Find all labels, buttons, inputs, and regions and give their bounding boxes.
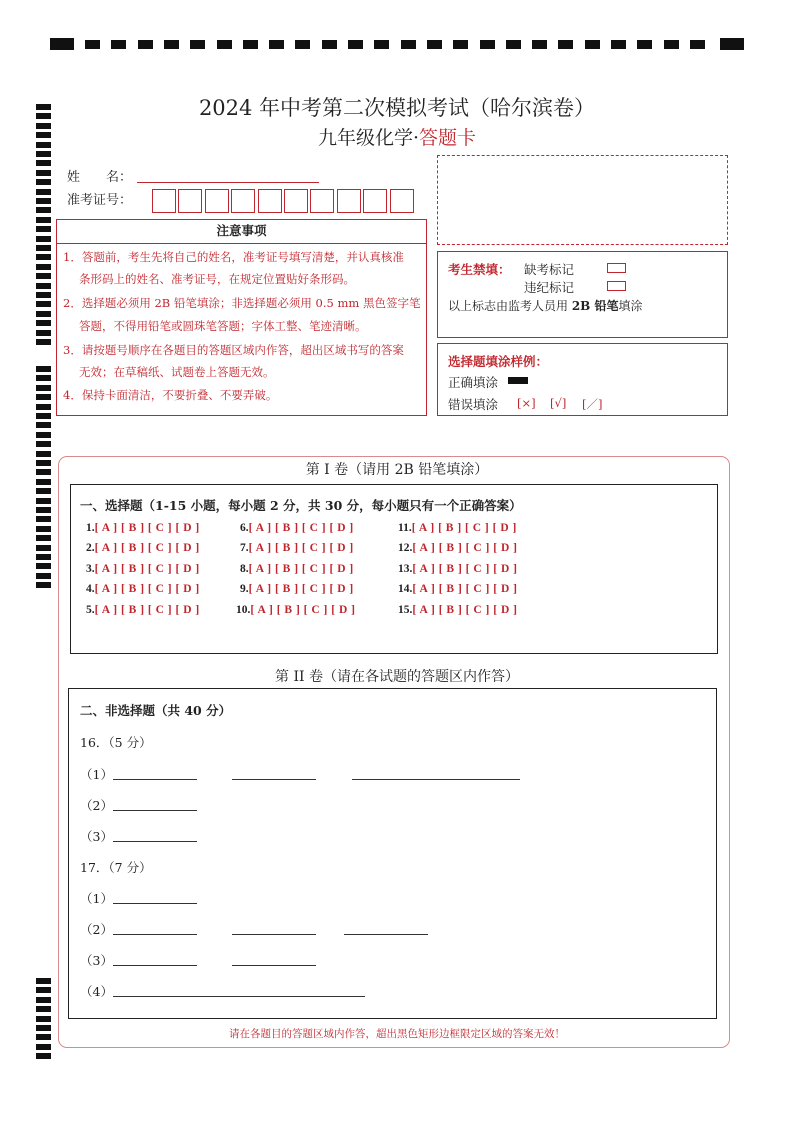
timing-mark xyxy=(374,40,389,49)
choice-question-8[interactable] xyxy=(240,563,354,575)
answer-options[interactable]: [ A ] [ B ] [ C ] [ D ] xyxy=(412,604,518,616)
timing-mark xyxy=(85,40,100,49)
timing-mark xyxy=(664,40,679,49)
exam-id-digit-box[interactable] xyxy=(284,189,308,213)
timing-mark xyxy=(36,441,51,447)
timing-mark xyxy=(36,573,51,579)
question-number: 2. xyxy=(86,542,95,554)
exam-title: 2024 年中考第二次模拟考试（哈尔滨卷） xyxy=(198,96,596,120)
timing-mark xyxy=(36,375,51,381)
answer-sheet-label: 答题卡 xyxy=(419,127,477,149)
timing-mark xyxy=(36,997,51,1003)
timing-mark xyxy=(190,40,205,49)
correct-fill-mark xyxy=(508,377,528,384)
timing-mark xyxy=(36,545,51,551)
forbidden-note: 以上标志由监考人员用 2B 铅笔填涂 xyxy=(448,299,643,313)
choice-question-11[interactable] xyxy=(398,522,517,534)
absent-mark-box[interactable] xyxy=(607,263,626,273)
timing-mark xyxy=(36,245,51,251)
timing-mark xyxy=(36,160,51,166)
timing-mark xyxy=(611,40,626,49)
exam-id-digit-box[interactable] xyxy=(310,189,334,213)
answer-options[interactable]: [ A ] [ B ] [ C ] [ D ] xyxy=(94,522,200,534)
answer-options[interactable]: [ A ] [ B ] [ C ] [ D ] xyxy=(412,563,518,575)
answer-options[interactable]: [ A ] [ B ] [ C ] [ D ] xyxy=(94,542,200,554)
wrong-mark-check: [√] xyxy=(550,396,567,410)
timing-mark xyxy=(36,413,51,419)
choice-question-2[interactable] xyxy=(86,542,200,554)
timing-mark xyxy=(720,38,744,50)
timing-mark xyxy=(480,40,495,49)
timing-mark xyxy=(36,339,51,345)
forbidden-title: 考生禁填： xyxy=(448,262,511,277)
q17-4-blank[interactable] xyxy=(113,996,365,997)
choice-question-6[interactable] xyxy=(240,522,354,534)
q17-sub4-label: （4） xyxy=(80,984,113,999)
q17-sub2-label: （2） xyxy=(80,922,113,937)
question-number: 12. xyxy=(398,542,413,554)
q17-2-blank-c[interactable] xyxy=(344,934,428,935)
notice-line-5: 3．请按题号顺序在各题目的答题区域内作答，超出区域书写的答案 xyxy=(63,343,404,357)
timing-mark xyxy=(532,40,547,49)
exam-id-digit-box[interactable] xyxy=(152,189,176,213)
timing-mark xyxy=(36,366,51,372)
notice-line-2: 条形码上的姓名、准考证号，在规定位置贴好条形码。 xyxy=(79,272,355,286)
answer-options[interactable]: [ A ] [ B ] [ C ] [ D ] xyxy=(411,522,517,534)
wrong-mark-slash: [／] xyxy=(582,397,603,411)
q17-sub3-label: （3） xyxy=(80,953,113,968)
timing-mark xyxy=(453,40,468,49)
timing-mark xyxy=(295,40,310,49)
timing-mark xyxy=(36,320,51,326)
answer-options[interactable]: [ A ] [ B ] [ C ] [ D ] xyxy=(412,542,518,554)
timing-mark xyxy=(36,526,51,532)
choice-question-13[interactable] xyxy=(398,563,517,575)
timing-mark xyxy=(36,987,51,993)
answer-options[interactable]: [ A ] [ B ] [ C ] [ D ] xyxy=(248,522,354,534)
q16-1-blank-a[interactable] xyxy=(113,779,197,780)
absent-label: 缺考标记 xyxy=(524,262,575,277)
timing-mark xyxy=(36,311,51,317)
exam-id-digit-box[interactable] xyxy=(258,189,282,213)
violation-mark-box[interactable] xyxy=(607,281,626,291)
timing-mark xyxy=(36,1016,51,1022)
choice-question-15[interactable] xyxy=(398,604,517,616)
q16-sub2-label: （2） xyxy=(80,798,113,813)
timing-mark xyxy=(36,179,51,185)
exam-id-digit-box[interactable] xyxy=(337,189,361,213)
q16-3-blank[interactable] xyxy=(113,841,197,842)
answer-options[interactable]: [ A ] [ B ] [ C ] [ D ] xyxy=(94,604,200,616)
timing-mark xyxy=(269,40,284,49)
question-number: 14. xyxy=(398,583,413,595)
q17-1-blank[interactable] xyxy=(113,903,197,904)
timing-mark xyxy=(36,1006,51,1012)
timing-mark xyxy=(506,40,521,49)
timing-mark xyxy=(36,207,51,213)
timing-mark xyxy=(36,422,51,428)
timing-mark xyxy=(585,40,600,49)
timing-mark xyxy=(36,292,51,298)
question-number: 7. xyxy=(240,542,249,554)
exam-id-digit-box[interactable] xyxy=(363,189,387,213)
timing-mark xyxy=(690,40,705,49)
timing-mark xyxy=(50,38,74,50)
choice-question-4[interactable] xyxy=(86,583,200,595)
timing-mark xyxy=(401,40,416,49)
q17-2-blank-b[interactable] xyxy=(232,934,316,935)
fill-sample-title: 选择题填涂样例： xyxy=(448,354,549,369)
timing-mark xyxy=(36,507,51,513)
exam-id-digit-box[interactable] xyxy=(231,189,255,213)
timing-mark xyxy=(36,170,51,176)
answer-options[interactable]: [ A ] [ B ] [ C ] [ D ] xyxy=(412,583,518,595)
answer-options[interactable]: [ A ] [ B ] [ C ] [ D ] xyxy=(94,583,200,595)
timing-mark xyxy=(36,404,51,410)
footer-warning: 请在各题目的答题区域内作答，超出黑色矩形边框限定区域的答案无效！ xyxy=(229,1028,565,1040)
part1-heading: 第 I 卷（请用 2B 铅笔填涂） xyxy=(305,462,489,478)
timing-mark xyxy=(36,554,51,560)
wrong-fill-label: 错误填涂 xyxy=(448,397,499,412)
q17-sub1-label: （1） xyxy=(80,891,113,906)
violation-label: 违纪标记 xyxy=(524,280,575,295)
timing-mark xyxy=(637,40,652,49)
timing-mark xyxy=(36,236,51,242)
question-number: 8. xyxy=(240,563,249,575)
notice-line-3: 2．选择题必须用 2B 铅笔填涂；非选择题必须用 0.5 mm 黑色签字笔 xyxy=(63,296,421,310)
timing-mark xyxy=(36,394,51,400)
timing-mark xyxy=(322,40,337,49)
timing-mark xyxy=(36,516,51,522)
timing-mark xyxy=(36,330,51,336)
choice-question-14[interactable] xyxy=(398,583,517,595)
timing-mark xyxy=(36,254,51,260)
timing-mark xyxy=(36,198,51,204)
question-number: 4. xyxy=(86,583,95,595)
nonchoice-section-title: 二、非选择题（共 40 分） xyxy=(80,703,232,718)
exam-id-digit-box[interactable] xyxy=(390,189,414,213)
q16-2-blank[interactable] xyxy=(113,810,197,811)
question-number: 5. xyxy=(86,604,95,616)
timing-mark xyxy=(36,498,51,504)
answer-options[interactable]: [ A ] [ B ] [ C ] [ D ] xyxy=(248,542,354,554)
choice-section-title: 一、选择题（1-15 小题，每小题 2 分，共 30 分，每小题只有一个正确答案） xyxy=(80,498,522,513)
question-number: 3. xyxy=(86,563,95,575)
q16-sub3-label: （3） xyxy=(80,829,113,844)
answer-options[interactable]: [ A ] [ B ] [ C ] [ D ] xyxy=(94,563,200,575)
exam-id-label: 准考证号： xyxy=(67,193,133,208)
notice-line-6: 无效；在草稿纸、试题卷上答题无效。 xyxy=(79,365,275,379)
choice-question-3[interactable] xyxy=(86,563,200,575)
question-number: 11. xyxy=(398,522,412,534)
question-number: 10. xyxy=(236,604,251,616)
timing-mark xyxy=(164,40,179,49)
timing-mark xyxy=(36,226,51,232)
timing-mark xyxy=(36,217,51,223)
timing-mark xyxy=(36,273,51,279)
exam-id-digit-box[interactable] xyxy=(178,189,202,213)
notice-line-1: 1．答题前，考生先将自己的姓名，准考证号填写清楚，并认真核准 xyxy=(63,250,404,264)
nonchoice-section-box xyxy=(68,688,717,1019)
q17-2-blank-a[interactable] xyxy=(113,934,197,935)
q17-3-blank-a[interactable] xyxy=(113,965,197,966)
exam-subtitle xyxy=(0,123,794,150)
part2-heading: 第 II 卷（请在各试题的答题区内作答） xyxy=(275,669,519,685)
timing-mark xyxy=(36,479,51,485)
timing-mark xyxy=(36,978,51,984)
timing-mark xyxy=(36,563,51,569)
wrong-mark-x: [×] xyxy=(517,396,536,410)
notice-line-7: 4．保持卡面清洁，不要折叠、不要弄破。 xyxy=(63,388,278,402)
timing-mark xyxy=(243,40,258,49)
timing-mark xyxy=(348,40,363,49)
timing-mark xyxy=(36,451,51,457)
choice-question-12[interactable] xyxy=(398,542,517,554)
subject-label: 九年级化学· xyxy=(317,127,420,149)
choice-question-9[interactable] xyxy=(240,583,354,595)
name-input-line[interactable] xyxy=(137,182,319,183)
notice-line-4: 答题，不得用铅笔或圆珠笔答题；字体工整、笔迹清晰。 xyxy=(79,319,367,333)
timing-mark xyxy=(36,535,51,541)
correct-fill-label: 正确填涂 xyxy=(448,375,499,390)
answer-options[interactable]: [ A ] [ B ] [ C ] [ D ] xyxy=(248,583,354,595)
timing-mark xyxy=(111,40,126,49)
q16-sub1-label: （1） xyxy=(80,767,113,782)
timing-mark xyxy=(217,40,232,49)
timing-mark xyxy=(36,1053,51,1059)
timing-mark xyxy=(36,283,51,289)
question-17-label: 17．（7 分） xyxy=(80,860,152,875)
q17-3-blank-b[interactable] xyxy=(232,965,316,966)
timing-mark xyxy=(36,1044,51,1050)
choice-question-5[interactable] xyxy=(86,604,200,616)
timing-mark xyxy=(36,301,51,307)
choice-question-10[interactable] xyxy=(236,604,355,616)
timing-mark xyxy=(36,151,51,157)
question-number: 13. xyxy=(398,563,413,575)
choice-question-7[interactable] xyxy=(240,542,354,554)
question-number: 9. xyxy=(240,583,249,595)
question-16-label: 16．（5 分） xyxy=(80,735,152,750)
choice-question-1[interactable] xyxy=(86,522,200,534)
question-number: 1. xyxy=(86,522,95,534)
timing-mark xyxy=(36,488,51,494)
notice-title: 注意事项 xyxy=(56,219,427,244)
timing-mark xyxy=(36,385,51,391)
answer-options[interactable]: [ A ] [ B ] [ C ] [ D ] xyxy=(250,604,356,616)
timing-mark xyxy=(427,40,442,49)
q16-1-blank-c[interactable] xyxy=(352,779,520,780)
exam-id-digit-box[interactable] xyxy=(205,189,229,213)
question-number: 15. xyxy=(398,604,413,616)
timing-mark xyxy=(36,432,51,438)
q16-1-blank-b[interactable] xyxy=(232,779,316,780)
timing-mark xyxy=(558,40,573,49)
answer-options[interactable]: [ A ] [ B ] [ C ] [ D ] xyxy=(248,563,354,575)
barcode-area xyxy=(437,155,728,245)
timing-mark xyxy=(36,264,51,270)
timing-mark xyxy=(36,582,51,588)
name-label: 姓 名： xyxy=(67,170,133,185)
timing-mark xyxy=(36,189,51,195)
question-number: 6. xyxy=(240,522,249,534)
timing-mark xyxy=(138,40,153,49)
